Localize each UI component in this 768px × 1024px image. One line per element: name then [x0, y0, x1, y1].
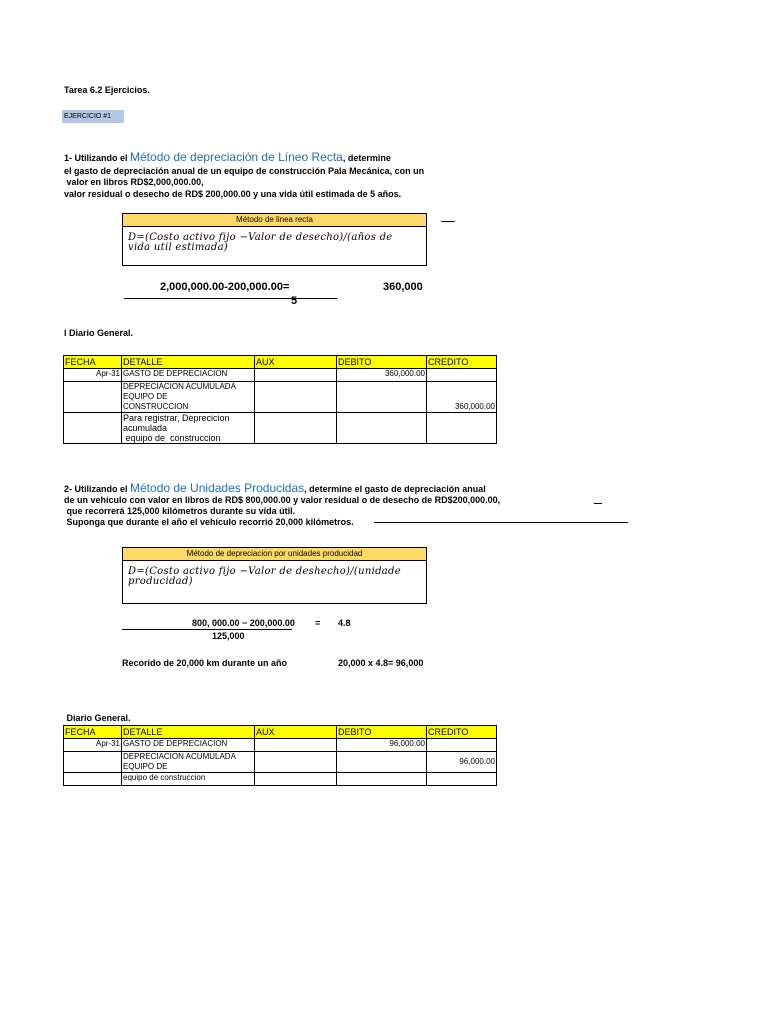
detail-line: equipo de construccion [123, 433, 221, 443]
ex1-q-prefix: 1- Utilizando el [64, 153, 131, 163]
row-credit [427, 413, 497, 444]
col-debito: DEBITO [337, 726, 427, 739]
row-detail: DEPRECIACION ACUMULADA EQUIPO DE [122, 752, 255, 773]
ex1-q-suffix: , determine [342, 153, 391, 163]
col-fecha: FECHA [64, 726, 122, 739]
ex2-calc-equals: = [315, 618, 321, 628]
col-credito: CREDITO [427, 726, 497, 739]
ex2-method-name: Método de Unidades Producidas [130, 481, 305, 495]
detail-line: CONSTRUCCION [123, 402, 189, 411]
table-row [64, 382, 497, 413]
page-title: Tarea 6.2 Ejercicios. [64, 85, 150, 95]
row-detail [122, 382, 255, 413]
row-aux [255, 752, 337, 773]
row-aux [255, 739, 337, 752]
ex2-question-line2: de un vehículo con valor en libros de RD$ 800,000.00 y valor residual o de desecho de RD$200,000.00, [64, 495, 501, 505]
col-credito: CREDITO [427, 356, 497, 369]
ex2-formula-title: Método de depreciacion por unidades producidad [123, 548, 426, 561]
ex1-formula-line1: D=(Costo activo fijo −Valor de desecho)/(años de [128, 232, 393, 243]
row-aux [255, 773, 337, 786]
journal-header-row [64, 356, 497, 369]
row-credit [427, 739, 497, 752]
col-aux: AUX [255, 726, 337, 739]
ex2-q-prefix: 2- Utilizando el [64, 484, 131, 494]
ex2-fraction-bar [122, 629, 292, 630]
row-detail: GASTO DE DEPRECIACION [122, 739, 255, 752]
col-detalle: DETALLE [122, 356, 255, 369]
row-aux [255, 382, 337, 413]
row-detail [122, 413, 255, 444]
row-aux [255, 369, 337, 382]
ex2-travel-calc: 20,000 x 4.8= 96,000 [338, 658, 424, 668]
ex2-travel-label: Recorido de 20,000 km durante un año [122, 658, 288, 668]
ex1-formula-line2: vida util estimada) [128, 242, 229, 253]
ex2-journal-title: Diario General. [64, 713, 131, 723]
ex2-question-line4: Suponga que durante el año el vehículo recorrió 20,000 kilómetros. [64, 517, 354, 527]
col-fecha: FECHA [64, 356, 122, 369]
journal-table-2 [63, 725, 497, 786]
ex2-calc-result: 4.8 [338, 618, 351, 628]
dash-mark [594, 503, 602, 504]
ex1-question-line2: el gasto de depreciación anual de un equipo de construcción Pala Mecánica, con un [64, 166, 425, 176]
journal-table-1 [63, 355, 497, 444]
ex2-question-line1 [64, 481, 486, 495]
row-date: Apr-31 [64, 369, 122, 382]
row-aux [255, 413, 337, 444]
row-date [64, 382, 122, 413]
ex1-journal-title: l Diario General. [64, 328, 134, 338]
ex1-calc-result: 360,000 [383, 281, 423, 293]
ex1-question-line3: valor en libros RD$2,000,000.00, [64, 177, 204, 187]
row-date: Apr-31 [64, 739, 122, 752]
journal-header-row [64, 726, 497, 739]
col-debito: DEBITO [337, 356, 427, 369]
ex2-question-line3: que recorrerá 125,000 kilómetros durante su vida útil. [64, 506, 296, 516]
ex1-calc-denominator: 5 [291, 295, 298, 307]
table-row [64, 413, 497, 444]
table-row [64, 739, 497, 752]
col-detalle: DETALLE [122, 726, 255, 739]
detail-line: Para registrar, Deprecicion acumulada [123, 413, 230, 433]
row-detail: GASTO DE DEPRECIACION [122, 369, 255, 382]
row-detail: equipo de construccion [122, 773, 255, 786]
row-debit [337, 752, 427, 773]
row-debit: 360,000.00 [337, 369, 427, 382]
row-debit [337, 413, 427, 444]
row-date [64, 752, 122, 773]
ex2-formula-line1: D=(Costo activo fijo −Valor de deshecho)/(unidade [128, 566, 401, 577]
table-row [64, 369, 497, 382]
ex1-calc-numerator: 2,000,000.00-200,000.00= [160, 281, 290, 293]
ex2-formula-box [122, 547, 427, 604]
ex1-formula-title: Método de linea recta [123, 214, 426, 227]
row-debit [337, 773, 427, 786]
ex2-calc-numerator: 800, 000.00 − 200,000.00 [192, 618, 295, 628]
dash-mark [441, 221, 455, 222]
row-debit: 96,000.00 [337, 739, 427, 752]
table-row [64, 773, 497, 786]
table-row [64, 752, 497, 773]
row-credit: 96,000.00 [427, 752, 497, 773]
ex1-question-line1 [64, 150, 391, 164]
ex2-q-suffix: , determine el gasto de depreciación anual [304, 484, 486, 494]
ex1-method-name: Método de depreciación de Líneo Recta [130, 150, 343, 164]
ex1-formula-box [122, 213, 427, 266]
row-date [64, 413, 122, 444]
col-aux: AUX [255, 356, 337, 369]
row-credit: 360,000.00 [427, 382, 497, 413]
ex1-fraction-bar [124, 298, 337, 299]
ex2-calc-denominator: 125,000 [212, 631, 245, 641]
ex1-question-line4: valor residual o desecho de RD$ 200,000.00 y una vida útil estimada de 5 años. [64, 189, 402, 199]
row-credit [427, 369, 497, 382]
underline-rule [374, 522, 628, 523]
row-credit [427, 773, 497, 786]
ex2-formula-line2: producidad) [128, 576, 193, 587]
row-debit [337, 382, 427, 413]
row-date [64, 773, 122, 786]
detail-line: DEPRECIACION ACUMULADA EQUIPO DE [123, 382, 236, 401]
exercise-tag: EJERCICIO #1 [62, 110, 124, 123]
